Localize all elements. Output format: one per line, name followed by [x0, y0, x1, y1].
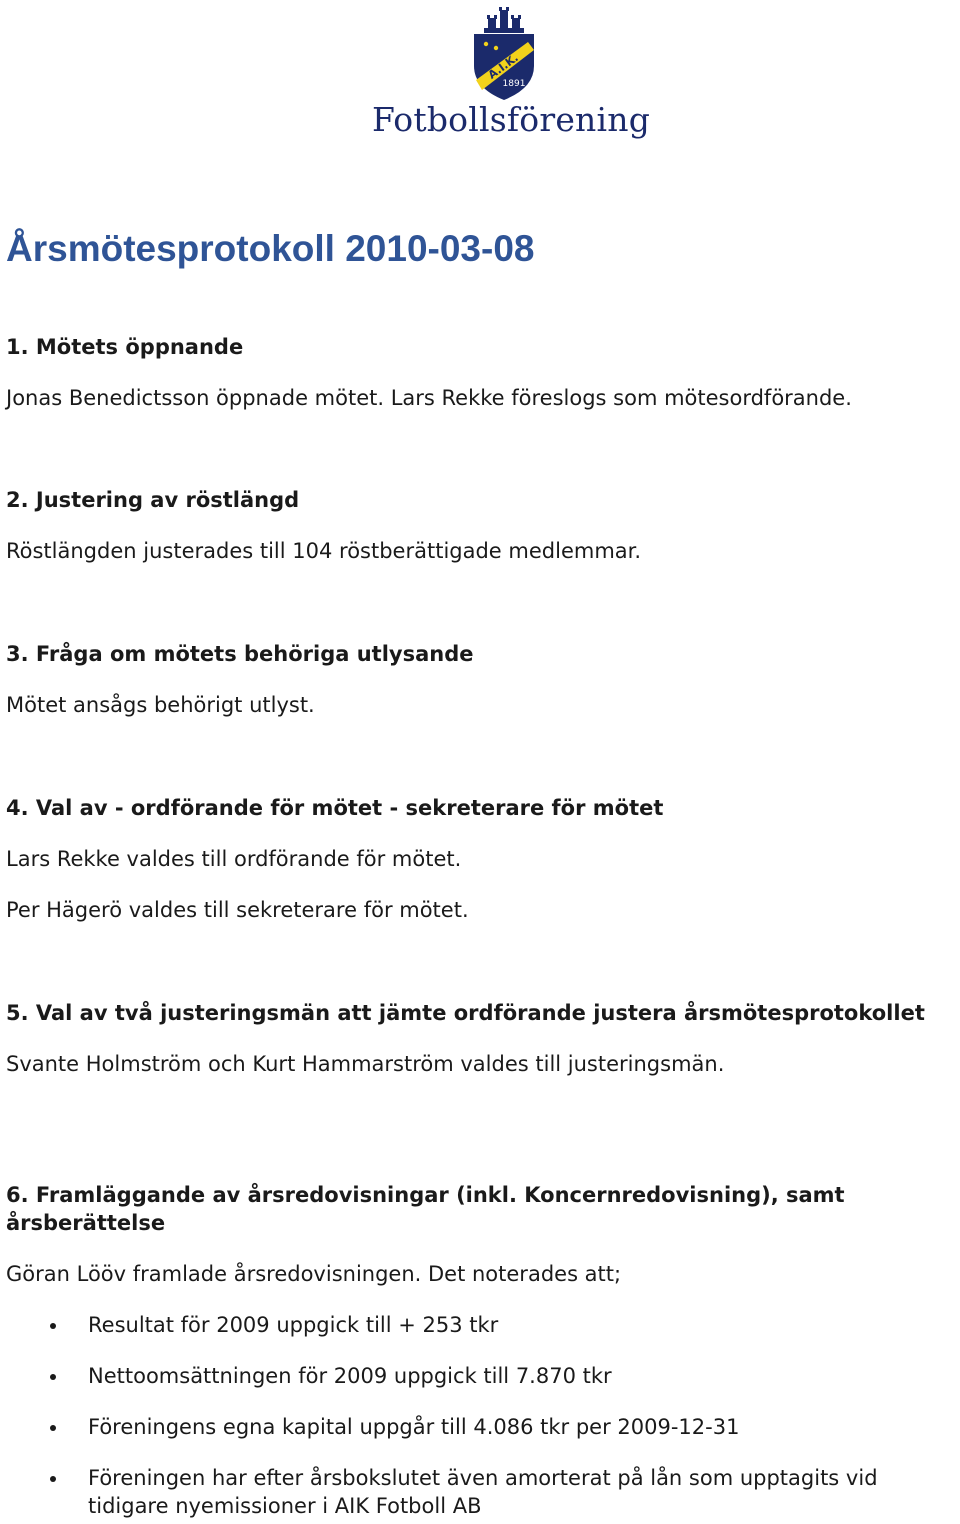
section-heading: 5. Val av två justeringsmän att jämte ordförande justera årsmötesprotokollet [6, 1001, 925, 1025]
section-5 [6, 999, 956, 1078]
list-item-text: Resultat för 2009 uppgick till + 253 tkr [88, 1313, 499, 1337]
section-2 [6, 486, 956, 565]
section-heading: 6. Framläggande av årsredovisningar (inkl. Koncernredovisning), samt årsberättelse [6, 1183, 845, 1235]
bullet-icon [50, 1323, 56, 1329]
list-item [6, 1362, 956, 1390]
crest-text: A.I.K. [485, 51, 521, 82]
bullet-icon [50, 1476, 56, 1482]
document-title: Årsmötesprotokoll 2010-03-08 [6, 228, 535, 269]
list-item-text: Föreningens egna kapital uppgår till 4.086 tkr per 2009-12-31 [88, 1415, 740, 1439]
crest-year: 1891 [502, 79, 526, 89]
list-item [6, 1413, 956, 1441]
section-body-text: Svante Holmström och Kurt Hammarström valdes till justeringsmän. [6, 1052, 725, 1076]
section-heading: 1. Mötets öppnande [6, 335, 244, 359]
aik-crest-logo [466, 4, 542, 104]
section-body-text: Per Hägerö valdes till sekreterare för mötet. [6, 898, 469, 922]
list-item [6, 1464, 956, 1520]
section-body-text: Göran Lööv framlade årsredovisningen. Det noterades att; [6, 1262, 622, 1286]
section-body-text: Jonas Benedictsson öppnade mötet. Lars Rekke föreslogs som mötesordförande. [6, 386, 852, 410]
section-heading: 4. Val av - ordförande för mötet - sekreterare för mötet [6, 796, 664, 820]
list-item [6, 1311, 956, 1339]
section-body-text: Röstlängden justerades till 104 röstberättigade medlemmar. [6, 539, 642, 563]
organization-name: Fotbollsförening [372, 100, 651, 139]
section-1 [6, 333, 956, 412]
list-item-text: Föreningen har efter årsbokslutet även amorterat på lån som upptagits vid tidigare nyemissioner i AIK Fotboll AB [88, 1466, 878, 1518]
bullet-icon [50, 1425, 56, 1431]
bullet-icon [50, 1374, 56, 1380]
section-3 [6, 640, 956, 719]
list-item-text: Nettoomsättningen för 2009 uppgick till 7.870 tkr [88, 1364, 612, 1388]
section-6 [6, 1181, 956, 1520]
results-bullet-list [6, 1311, 956, 1520]
section-body-text: Mötet ansågs behörigt utlyst. [6, 693, 315, 717]
section-body-text: Lars Rekke valdes till ordförande för mötet. [6, 847, 462, 871]
section-heading: 2. Justering av röstlängd [6, 488, 300, 512]
section-4 [6, 794, 956, 924]
section-heading: 3. Fråga om mötets behöriga utlysande [6, 642, 474, 666]
